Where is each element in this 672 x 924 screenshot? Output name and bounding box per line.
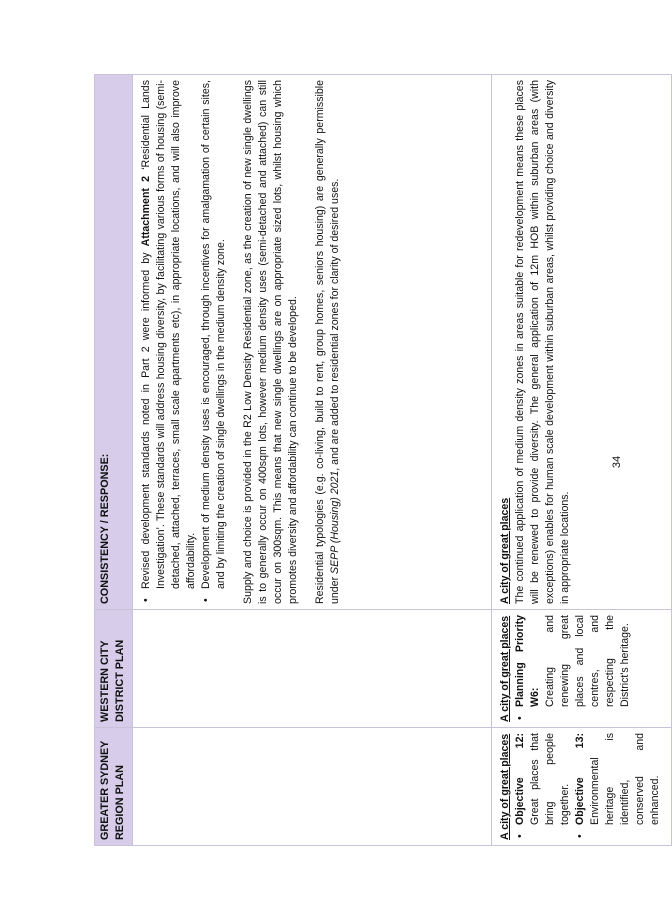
cell-response-great-places [492,75,672,610]
cell-region-plan-empty [133,728,492,846]
list-item: • Objective 13: Environmental heritage is identified, conserved and enhanced. [573,733,663,825]
response-paragraph-supply: Supply and choice is provided in the R2 Low Density Residential zone, as the creation of new single dwellings is to generally occur on 400sqm lots, however medium density uses (semi-detached and attached) can still occur on 300sqm. This means that new single dwellings are on appropriate sized lots, whilst housing which promotes diversity and affordability can continue to be developed. [242,80,299,604]
consistency-table [94,74,672,846]
section-heading: A city of great places [499,733,511,840]
list-item: • Revised development standards noted in Part 2 were informed by Attachment 2 ‘Residential Lands Investigation’. These standards will address housing diversity, by facilitating various forms of housing (semi-detached, attached, terraces, small scale apartments etc), in appropriate locations, and will also improve affordability. [139,80,199,589]
cell-response-housing [133,75,492,610]
list-item: • Development of medium density uses is encouraged, through incentives for amalgamation of certain sites, and by limiting the creation of single dwellings in the medium density zone. [199,80,229,589]
header-western-city-district-plan: WESTERN CITY DISTRICT PLAN [95,610,133,728]
section-heading: A city of great places [499,615,511,722]
header-consistency-response: CONSISTENCY / RESPONSE: [95,75,133,610]
section-heading: A city of great places [499,497,511,604]
table-header-row [95,75,133,846]
list-item: • Planning Priority W6: Creating and renewing great places and local centres, and respecting the District's heritage. [513,615,633,707]
cell-district-plan-empty [133,610,492,728]
table-row [133,75,492,846]
objective-list [513,733,663,840]
response-paragraph-great-places: The continued application of medium density zones in areas suitable for redevelopment means these places will be renewed to provide diversity. The general application of 12m HOB within suburban areas (with exceptions) enables for human scale development within suburban areas, whilst providing choice and diversity in appropriate locations. [514,80,571,604]
table-row [492,75,672,846]
cell-district-plan-great-places [492,610,672,728]
list-item: • Objective 12: Great places that bring people together. [513,733,573,825]
header-greater-sydney-region-plan: GREATER SYDNEY REGION PLAN [95,728,133,846]
page-number: 34 [611,455,623,469]
cell-region-plan-great-places [492,728,672,846]
response-paragraph-typologies: Residential typologies (e.g. co-living, build to rent, group homes, seniors housing) are generally permissible under SEPP (Housing) 2021, and are added to residential zones for clarity of desired uses. [314,80,341,604]
response-bullet-list [139,80,229,604]
